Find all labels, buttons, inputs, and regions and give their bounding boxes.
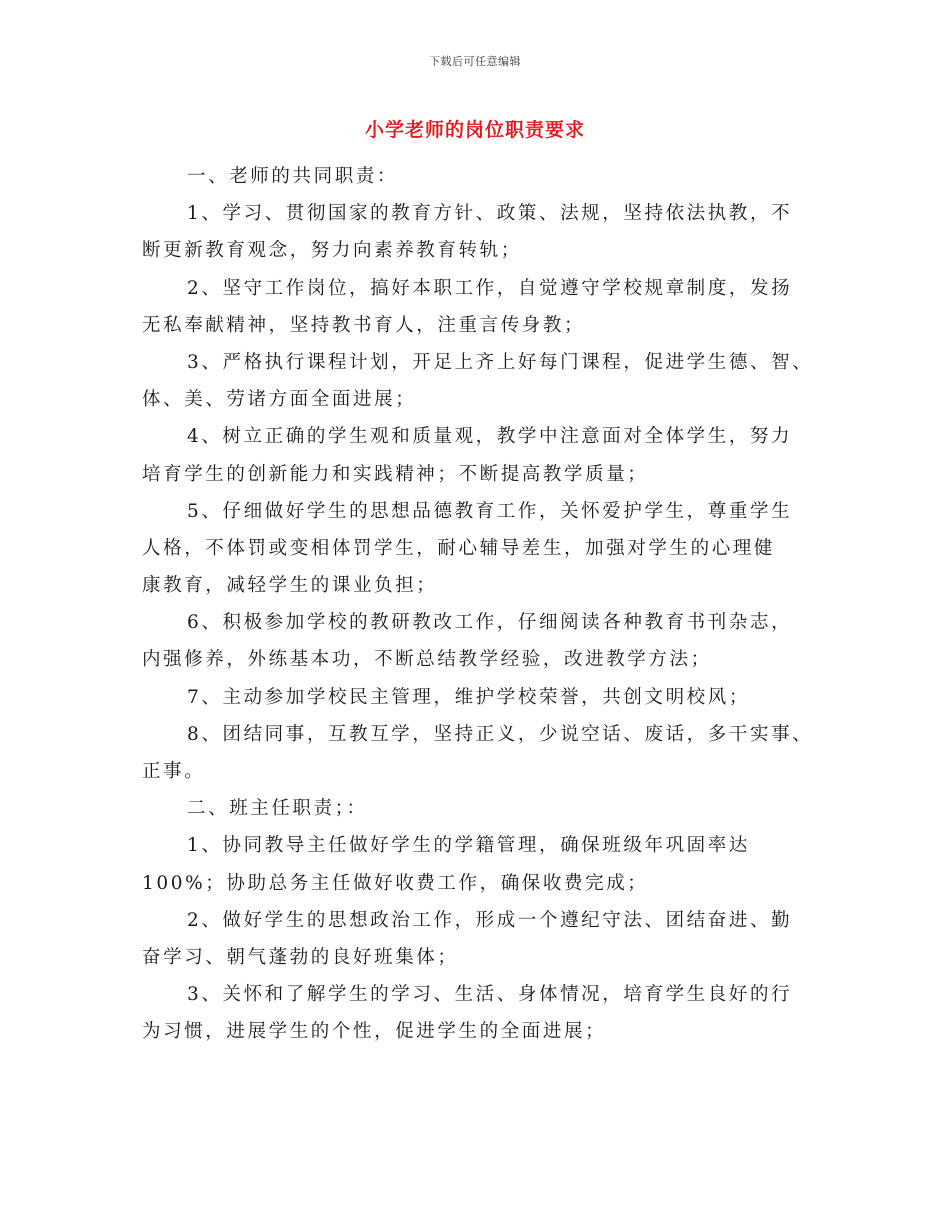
body-line: 1、学习、贯彻国家的教育方针、政策、法规，坚持依法执教，不 — [187, 203, 793, 225]
body-line: 7、主动参加学校民主管理，维护学校荣誉，共创文明校风； — [187, 686, 750, 708]
body-line: 内强修养，外练基本功，不断总结教学经验，改进教学方法； — [142, 649, 712, 671]
document-body — [142, 158, 822, 1051]
body-line: 奋学习、朝气蓬勃的良好班集体； — [142, 946, 459, 968]
body-line: 二、班主任职责；： — [187, 798, 368, 820]
body-line: 2、做好学生的思想政治工作，形成一个遵纪守法、团结奋进、勤 — [187, 909, 793, 931]
body-line: 3、关怀和了解学生的学习、生活、身体情况，培育学生良好的行 — [187, 984, 793, 1006]
body-line: 培育学生的创新能力和实践精神；不断提高教学质量； — [142, 463, 649, 485]
body-line: 断更新教育观念，努力向素养教育转轨； — [142, 240, 522, 262]
body-line: 体、美、劳诸方面全面进展； — [142, 389, 417, 411]
body-line: 无私奉献精神，坚持教书育人，注重言传身教； — [142, 314, 586, 336]
body-line: 一、老师的共同职责： — [187, 166, 399, 187]
running-header: 下载后可任意编辑 — [429, 55, 521, 68]
body-line: 5、仔细做好学生的思想品德教育工作，关怀爱护学生，尊重学生 — [187, 500, 793, 522]
body-line: 4、树立正确的学生观和质量观，教学中注意面对全体学生，努力 — [187, 426, 793, 448]
body-line: 8、团结同事，互教互学，坚持正义，少说空话、废话，多干实事、 — [187, 723, 814, 745]
body-line: 为习惯，进展学生的个性，促进学生的全面进展； — [142, 1021, 607, 1043]
body-line: 康教育，减轻学生的课业负担； — [142, 575, 438, 597]
body-line: 人格，不体罚或变相体罚学生，耐心辅导差生，加强对学生的心理健 — [142, 537, 776, 559]
body-line: 3、严格执行课程计划，开足上齐上好每门课程，促进学生德、智、 — [187, 351, 814, 373]
body-line: 1、协同教导主任做好学生的学籍管理，确保班级年巩固率达 — [187, 835, 750, 857]
body-line: 100%；协助总务主任做好收费工作，确保收费完成； — [142, 872, 649, 894]
body-line: 6、积极参加学校的教研教改工作，仔细阅读各种教育书刊杂志， — [187, 612, 793, 634]
document-title: 小学老师的岗位职责要求 — [364, 119, 585, 141]
body-line: 2、坚守工作岗位，搞好本职工作，自觉遵守学校规章制度，发扬 — [187, 277, 793, 299]
body-line: 正事。 — [142, 761, 206, 782]
